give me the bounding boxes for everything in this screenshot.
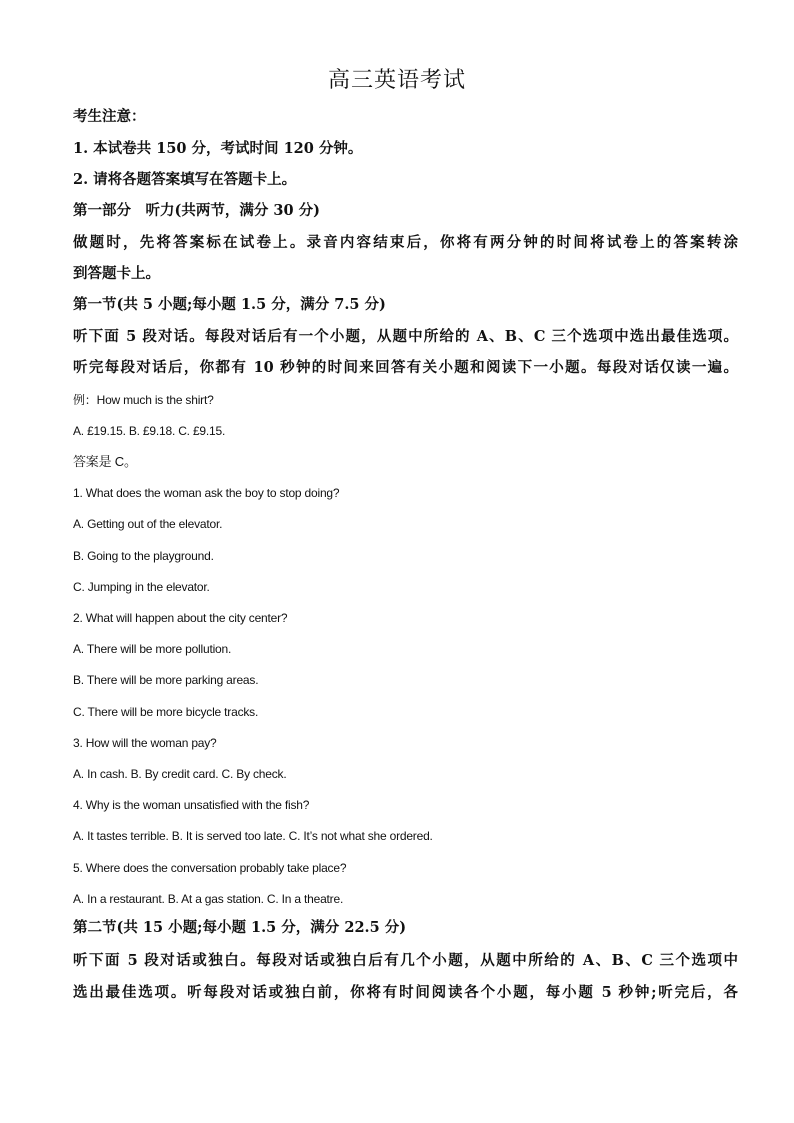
example-answer: 答案是 C。 bbox=[73, 454, 137, 469]
question-4: 4. Why is the woman unsatisfied with the fish? bbox=[73, 798, 310, 812]
part1-heading: 第一部分 听力(共两节，满分 30 分) bbox=[73, 202, 320, 219]
question-2-option-a: A. There will be more pollution. bbox=[73, 642, 232, 656]
question-2-option-c: C. There will be more bicycle tracks. bbox=[73, 705, 259, 719]
question-4-options: A. It tastes terrible. B. It is served too late. C. It’s not what she ordered. bbox=[73, 829, 433, 843]
example-question: 例：How much is the shirt? bbox=[73, 393, 214, 407]
section1-instruction: 听完每段对话后，你都有 10 秒钟的时间来回答有关小题和阅读下一小题。每段对话仅读一遍。 bbox=[73, 359, 738, 376]
question-2: 2. What will happen about the city center? bbox=[73, 611, 288, 625]
example-options: A. £19.15. B. £9.18. C. £9.15. bbox=[73, 424, 226, 438]
part1-instruction: 到答题卡上。 bbox=[73, 265, 160, 282]
notice-heading: 考生注意： bbox=[73, 108, 146, 125]
section1-heading: 第一节(共 5 小题;每小题 1.5 分，满分 7.5 分) bbox=[73, 296, 386, 313]
question-3: 3. How will the woman pay? bbox=[73, 736, 217, 750]
section2-heading: 第二节(共 15 小题;每小题 1.5 分，满分 22.5 分) bbox=[73, 919, 407, 936]
question-5-options: A. In a restaurant. B. At a gas station. C. In a theatre. bbox=[73, 892, 344, 906]
page-title: 高三英语考试 bbox=[327, 68, 466, 93]
section2-instruction: 选出最佳选项。听每段对话或独白前，你将有时间阅读各个小题，每小题 5 秒钟;听完后，各 bbox=[73, 984, 738, 1001]
question-1-option-a: A. Getting out of the elevator. bbox=[73, 517, 223, 531]
question-3-options: A. In cash. B. By credit card. C. By check. bbox=[73, 767, 287, 781]
section2-instruction: 听下面 5 段对话或独白。每段对话或独白后有几个小题，从题中所给的 A、B、C 三个选项中 bbox=[73, 952, 738, 969]
question-5: 5. Where does the conversation probably take place? bbox=[73, 861, 347, 875]
notice-item: 1. 本试卷共 150 分，考试时间 120 分钟。 bbox=[73, 140, 363, 157]
notice-item: 2. 请将各题答案填写在答题卡上。 bbox=[73, 171, 297, 188]
question-1-option-c: C. Jumping in the elevator. bbox=[73, 580, 210, 594]
section1-instruction: 听下面 5 段对话。每段对话后有一个小题，从题中所给的 A、B、C 三个选项中选出最佳选项。 bbox=[73, 328, 738, 345]
part1-instruction: 做题时，先将答案标在试卷上。录音内容结束后，你将有两分钟的时间将试卷上的答案转涂 bbox=[73, 234, 738, 251]
question-2-option-b: B. There will be more parking areas. bbox=[73, 673, 259, 687]
question-1: 1. What does the woman ask the boy to stop doing? bbox=[73, 486, 340, 500]
question-1-option-b: B. Going to the playground. bbox=[73, 549, 214, 563]
